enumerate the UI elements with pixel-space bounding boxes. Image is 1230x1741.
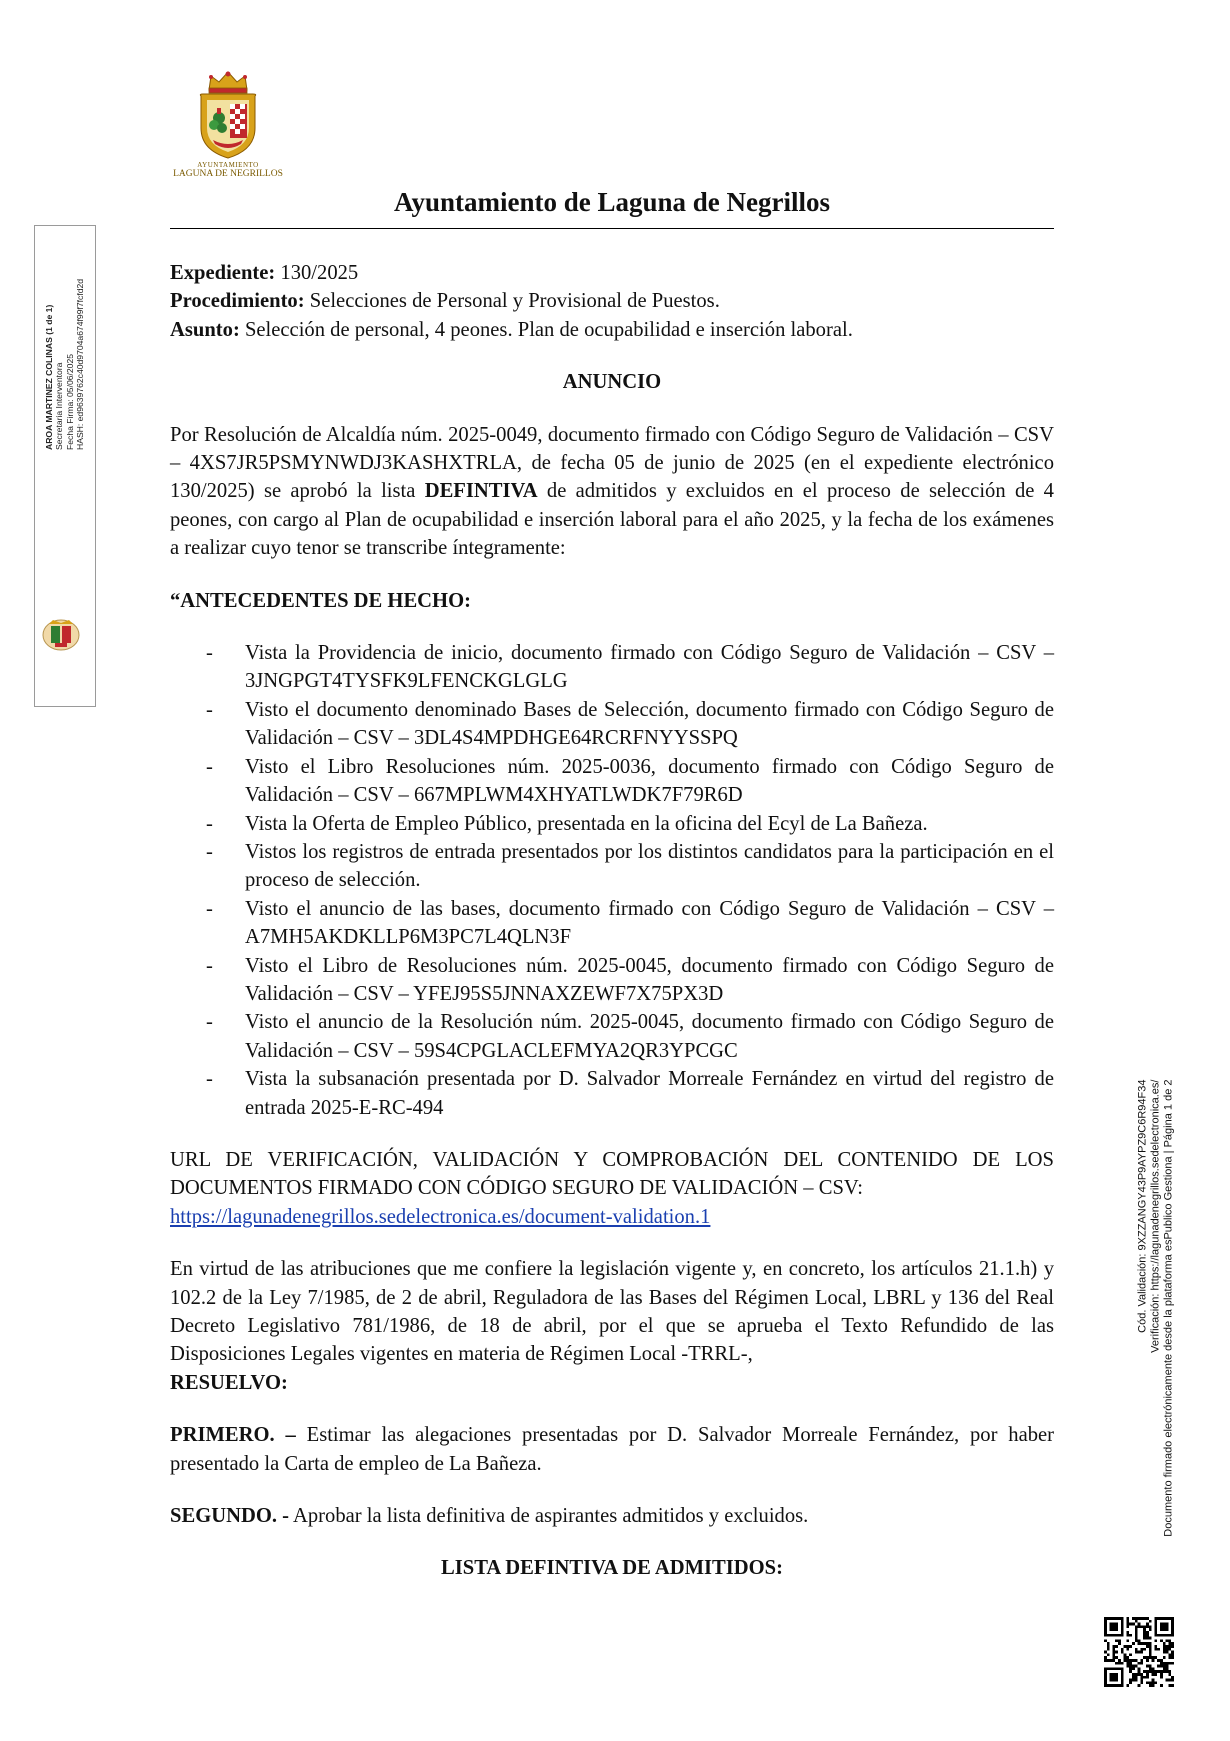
intro-text-start: Por Resolución de Alcaldía núm. 2025-0049, documento firmado con Código Seguro de Validación – CSV – 4XS7JR5PSMYNWDJ3KASHXTRLA, de fecha 05 de junio de 2025 (en el expediente electrónico 130/2025) se aprobó la lista <box>170 423 1054 503</box>
intro-text-end: de admitidos y excluidos en el proceso de selección de 4 peones, con cargo al Plan de ocupabilidad e inserción laboral para el año 2025, y la fecha de los exámenes a realizar cuyo tenor se transcribe íntegramente: <box>170 480 1054 560</box>
list-item-text: Vista la Providencia de inicio, documento firmado con Código Seguro de Validación – CSV – 3JNGPGT4TYSFK9LFENCKGLGLG <box>245 642 1054 693</box>
title-divider <box>170 228 1054 229</box>
expediente-line <box>170 259 1054 287</box>
validation-platform-note: Documento firmado electrónicamente desde la plataforma esPublico Gestiona | Página 1 de 2 <box>1162 1079 1175 1537</box>
list-item-text: Vista la Oferta de Empleo Público, presentada en la oficina del Ecyl de La Bañeza. <box>245 812 928 835</box>
list-item: - Vista la Oferta de Empleo Público, presentada en la oficina del Ecyl de La Bañeza. <box>206 812 928 835</box>
antecedentes-list <box>170 639 1054 1122</box>
antecedentes-heading: “ANTECEDENTES DE HECHO: <box>170 589 471 612</box>
intro-paragraph <box>170 421 1054 563</box>
list-item-text: Visto el anuncio de las bases, documento firmado con Código Seguro de Validación – CSV – A7MH5AKDKLLP6M3PC7L4QLN3F <box>245 897 1054 949</box>
list-item: - Vista la Providencia de inicio, documento firmado con Código Seguro de Validación – CSV – 3JNGPGT4TYSFK9LFENCKGLGLG <box>206 642 1054 693</box>
list-item: - Visto el documento denominado Bases de Selección, documento firmado con Código Seguro de Validación – CSV – 3DL4S4MPDHGE64RCRFNYYSSPQ <box>206 698 1054 750</box>
expediente-label: Expediente: <box>170 262 276 284</box>
verification-link[interactable]: https://lagunadenegrillos.sedelectronica.es/document-validation.1 <box>170 1205 711 1228</box>
page-title: Ayuntamiento de Laguna de Negrillos <box>393 187 831 217</box>
signer-role: Secretaria Interventora <box>54 362 65 450</box>
list-item: - Visto el anuncio de la Resolución núm. 2025-0045, documento firmado con Código Seguro de Validación – CSV – 59S4CPGLACLEFMYA2QR3YPCGC <box>206 1011 1054 1062</box>
signature-stamp-text <box>37 228 93 450</box>
procedimiento-value: Selecciones de Personal y Provisional de Puestos. <box>304 290 720 313</box>
signature-stamp <box>34 225 96 707</box>
atribuciones-text: En virtud de las atribuciones que me confiere la legislación vigente y, en concreto, los artículos 21.1.h) y 102.2 de la Ley 7/1985, de 2 de abril, Reguladora de las Bases del Régimen Local, LBRL y 136 del Real Decreto Legislativo 781/1986, de 18 de abril, por el que se aprueba el Texto Refundido de las Disposiciones Legales vigentes en materia de Régimen Local -TRRL-, <box>170 1258 1054 1366</box>
signature-date: Fecha Firma: 05/06/2025 <box>65 353 75 450</box>
procedimiento-label: Procedimiento: <box>170 290 305 313</box>
segundo-text: Aprobar la lista definitiva de aspirantes admitidos y excluidos. <box>289 1505 809 1528</box>
expediente-value: 130/2025 <box>275 262 359 284</box>
crest-caption-top: AYUNTAMIENTO <box>197 161 259 169</box>
list-item-text: Vista la subsanación presentada por D. Salvador Morreale Fernández en virtud del registro de entrada 2025-E-RC-494 <box>245 1068 1054 1119</box>
url-verification-paragraph <box>170 1146 1054 1231</box>
crest-caption-bottom: LAGUNA DE NEGRILLOS <box>173 169 283 179</box>
asunto-value: Selección de personal, 4 peones. Plan de ocupabilidad e inserción laboral. <box>239 318 853 341</box>
list-item: - Visto el Libro de Resoluciones núm. 2025-0045, documento firmado con Código Seguro de Validación – CSV – YFEJ95S5JNNAXZEWF7X75PX3D <box>206 954 1054 1005</box>
procedimiento-line <box>170 287 1054 315</box>
asunto-label: Asunto: <box>170 318 240 341</box>
signer-name: AROA MARTINEZ COLINAS (1 de 1) <box>44 304 55 450</box>
segundo-paragraph <box>170 1502 1054 1530</box>
list-item: - Vistos los registros de entrada presentados por los distintos candidatos para la participación en el proceso de selección. <box>206 840 1054 892</box>
lista-admitidos-heading: LISTA DEFINTIVA DE ADMITIDOS: <box>441 1557 783 1580</box>
document-body <box>170 259 1054 1583</box>
primero-label: PRIMERO. – <box>170 1424 296 1447</box>
list-item: - Vista la subsanación presentada por D. Salvador Morreale Fernández en virtud del registro de entrada 2025-E-RC-494 <box>206 1068 1054 1119</box>
list-item-text: Visto el Libro Resoluciones núm. 2025-0036, documento firmado con Código Seguro de Validación – CSV – 667MPLWM4XHYATLWDK7F79R6D <box>245 755 1054 807</box>
signature-hash: HASH: ed9639762c40d9704a674f99f7fcfd2d <box>75 278 86 450</box>
validation-url: Verificación: https://lagunadenegrillos.sedelectronica.es/ <box>1149 1079 1162 1353</box>
resuelvo-label: RESUELVO: <box>170 1371 288 1394</box>
validation-strip <box>1132 1080 1180 1605</box>
list-item: - Visto el anuncio de las bases, documento firmado con Código Seguro de Validación – CSV – A7MH5AKDKLLP6M3PC7L4QLN3F <box>206 897 1054 949</box>
qr-code-icon <box>1104 1617 1174 1692</box>
primero-paragraph <box>170 1421 1054 1478</box>
segundo-label: SEGUNDO. - <box>170 1505 289 1528</box>
list-item-text: Vistos los registros de entrada presentados por los distintos candidatos para la participación en el proceso de selección. <box>245 840 1054 892</box>
validation-code: Cód. Validación: 9XZZANGY43P9AYPZ9C6R94F34 <box>1136 1079 1149 1333</box>
primero-text: Estimar las alegaciones presentadas por D. Salvador Morreale Fernández, por haber presentado la Carta de empleo de La Bañeza. <box>170 1424 1055 1475</box>
intro-bold: DEFINTIVA <box>424 480 538 503</box>
anuncio-heading: ANUNCIO <box>562 371 662 394</box>
stamp-fine-print <box>83 604 91 664</box>
list-item-text: Visto el documento denominado Bases de Selección, documento firmado con Código Seguro de Validación – CSV – 3DL4S4MPDHGE64RCRFNYYSSPQ <box>245 698 1054 750</box>
url-verification-text: URL DE VERIFICACIÓN, VALIDACIÓN Y COMPROBACIÓN DEL CONTENIDO DE LOS DOCUMENTOS FIRMADO CON CÓDIGO SEGURO DE VALIDACIÓN – CSV: <box>170 1148 1054 1200</box>
asunto-line <box>170 316 1054 344</box>
atribuciones-paragraph <box>170 1255 1054 1397</box>
stamp-crest-icon <box>41 618 81 657</box>
list-item: - Visto el Libro Resoluciones núm. 2025-0036, documento firmado con Código Seguro de Validación – CSV – 667MPLWM4XHYATLWDK7F79R6D <box>206 755 1054 807</box>
crest-shield-icon <box>197 68 259 160</box>
list-item-text: Visto el anuncio de la Resolución núm. 2025-0045, documento firmado con Código Seguro de Validación – CSV – 59S4CPGLACLEFMYA2QR3YPCGC <box>245 1011 1054 1062</box>
municipal-crest-logo <box>168 68 288 186</box>
list-item-text: Visto el Libro de Resoluciones núm. 2025-0045, documento firmado con Código Seguro de Validación – CSV – YFEJ95S5JNNAXZEWF7X75PX3D <box>245 954 1054 1005</box>
